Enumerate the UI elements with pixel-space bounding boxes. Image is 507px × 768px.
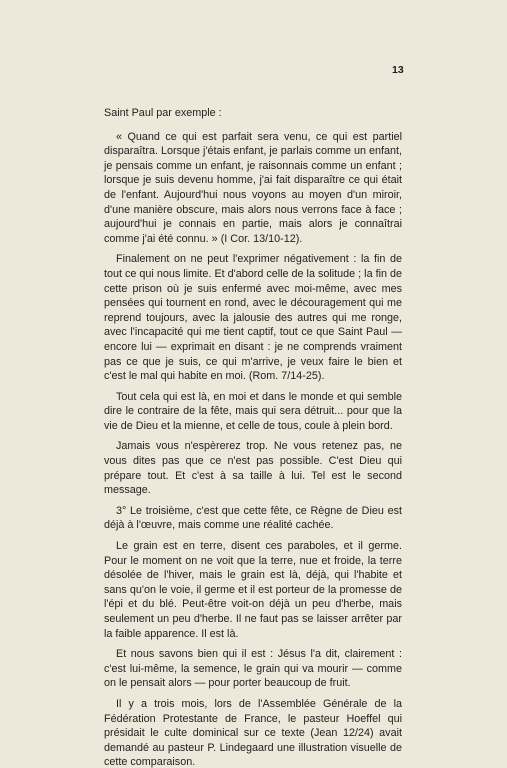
paragraph-quote: « Quand ce qui est parfait sera venu, ce qui est partiel disparaîtra. Lorsque j'étais enfant, je parlais comme un enfant, je pensais comme un enfant, je raisonnais comme un enfant ; lorsque je suis devenu homme, j'ai fait disparaître ce qui était de l'enfant. Aujourd'hui nous voyons au moyen d'un miroir, d'une manière obscure, mais alors nous verrons face à face ; aujourd'hui je connais en partie, mais alors je connaîtrai comme j'ai été connu. » (I Cor. 13/10-12). (104, 130, 402, 245)
paragraph-troisieme: 3° Le troisième, c'est que cette fête, ce Règne de Dieu est déjà à l'œuvre, mais comme une réalité cachée. (104, 504, 402, 532)
paragraph-intro: Saint Paul par exemple : (104, 107, 222, 119)
page-number: 13 (392, 64, 404, 76)
paragraph-finalement: Finalement on ne peut l'exprimer négativement : la fin de tout ce qui nous limite. Et d'abord celle de la solitude ; la fin de cette prison où je suis enfermé avec moi-même, avec mes pensées qui tournent en rond, avec le découragement qui me reprend toujours, avec la jalousie des autres qui me ronge, avec l'incapacité qui me tient captif, tout ce que Saint Paul — encore lui — exprimait en disant : je ne comprends vraiment pas ce que je suis, ce qui m'arrive, je veux faire le bien et c'est le mal qui habite en moi. (Rom. 7/14-25). (104, 253, 402, 383)
paragraph-jamais: Jamais vous n'espèrerez trop. Ne vous retenez pas, ne vous dites pas que ce n'est pas possible. C'est Dieu qui prépare tout. Et c'est à sa taille à lui. Tel est le second message. (104, 440, 402, 497)
paragraph-grain: Le grain est en terre, disent ces paraboles, et il germe. Pour le moment on ne voit que la terre, nue et froide, la terre désolée de l'hiver, mais le grain est là, déjà, qui l'habite et sans qu'on le voie, il germe et il est porteur de la promesse de l'épi et du blé. Peut-être voit-on déjà un peu d'herbe, mais seulement un peu d'herbe. Il ne faut pas se laisser arrêter par la faible apparence. Il est là. (104, 540, 402, 640)
paragraph-nous-savons: Et nous savons bien qui il est : Jésus l'a dit, clairement : c'est lui-même, la semence, le grain qui va mourir — comme on le pensait alors — pour porter beaucoup de fruit. (104, 648, 402, 690)
body-text (104, 106, 402, 768)
paragraph-tout-cela: Tout cela qui est là, en moi et dans le monde et qui semble dire le contraire de la fête, mais qui sera détruit... pour que la vie de Dieu et la mienne, et celle de tous, coule à plein bord. (104, 390, 402, 432)
paragraph-trois-mois: Il y a trois mois, lors de l'Assemblée Générale de la Fédération Protestante de France, le pasteur Hoeffel qui présidait le culte dominical sur ce texte (Jean 12/24) avait demandé au pasteur P. Lindegaard une illustration visuelle de cette comparaison. (104, 697, 402, 768)
